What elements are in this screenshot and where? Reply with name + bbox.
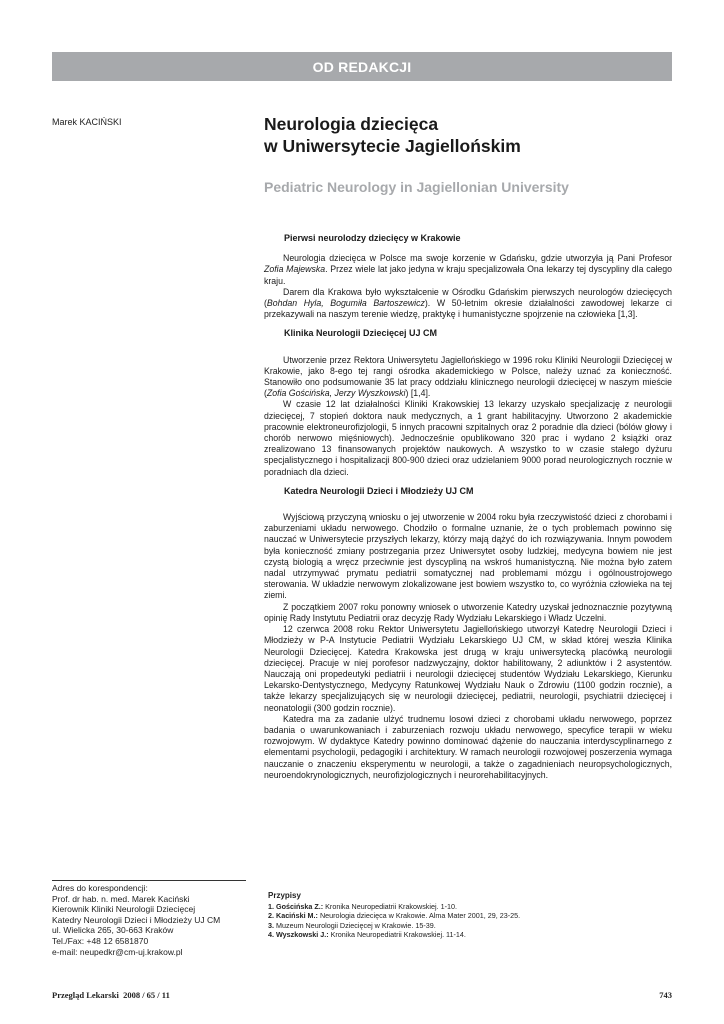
- article-subtitle: Pediatric Neurology in Jagiellonian University: [264, 179, 569, 195]
- author-name: Marek KACIŃSKI: [52, 117, 122, 127]
- references-heading: Przypisy: [268, 891, 301, 900]
- correspondence-line: Prof. dr hab. n. med. Marek Kaciński: [52, 893, 190, 904]
- page-number: 743: [659, 990, 672, 1000]
- title-line-2: w Uniwersytecie Jagiellońskim: [264, 136, 521, 156]
- paragraph: Utworzenie przez Rektora Uniwersytetu Jagiellońskiego w 1996 roku Kliniki Neurologii Dziecięcej w Krakowie, jako 8-ego tej rangi ośrodka akademickiego w Polsce, należy uznać za konieczność. Stanowiło ono podsumowanie 35 lat pracy oddziału klinicznego neurologii dziecięcej w naszym mieście (Zofia Gościńska, Jerzy Wyszkowski) [1,4].: [264, 354, 672, 399]
- correspondence-line: Kierownik Kliniki Neurologii Dziecięcej: [52, 904, 196, 915]
- reference-item: 2. Kaciński M.: Neurologia dziecięca w Krakowie. Alma Mater 2001, 29, 23-25.: [268, 911, 521, 920]
- paragraph: 12 czerwca 2008 roku Rektor Uniwersytetu Jagiellońskiego utworzył Katedrę Neurologii Dzieci i Młodzieży w P-A Instytucie Pediatrii Wydziału Lekarskiego UJ CM, w skład której weszła Klinika Neurologii Dziecięcej. Katedra Krakowska jest drugą w kraju uniwersytecką placówką neurologii dziecięcej. Pracuje w niej porofesor nadzwyczajny, doktor habilitowany, 2 adiunktów i 2 asystentów. Nauczają oni propedeutyki pediatrii i neurologii dziecięcej studentów Wydziału Lekarskiego, Kierunku Lekarsko-Dentystycznego, Medycyny Ratunkowej Wydziału Nauk o Zdrowiu (1100 godzin rocznie), a także lekarzy specjalizujących się w neurologii dziecięcej, pediatrii, neurologii, psychiatrii dziecięcej i neonatologii (300 godzin rocznie).: [264, 624, 672, 713]
- title-line-1: Neurologia dziecięca: [264, 114, 439, 134]
- journal-footer: Przegląd Lekarski 2008 / 65 / 11: [52, 990, 170, 1000]
- paragraph: Neurologia dziecięca w Polsce ma swoje korzenie w Gdańsku, gdzie utworzyła ją Pani Profesor Zofia Majewska. Przez wiele lat jako jedyna w kraju specjalizowała Ona lekarzy tej dyscypliny dla całego kraju.: [264, 253, 672, 286]
- paragraph: Darem dla Krakowa było wykształcenie w Ośrodku Gdańskim pierwszych neurologów dziecięcych (Bohdan Hyla, Bogumiła Bartoszewicz). W 50-letnim okresie działalności zawodowej lekarze ci przekazywali na naszym terenie wiedzę, praktykę i humanistyczne spojrzenie na człowieka [1,3].: [264, 286, 672, 320]
- correspondence-line: Tel./Fax: +48 12 6581870: [52, 935, 149, 946]
- references: [268, 891, 672, 940]
- section-heading: Katedra Neurologii Dzieci i Młodzieży UJ CM: [284, 485, 474, 496]
- paragraph: Katedra ma za zadanie ulżyć trudnemu losowi dzieci z chorobami układu nerwowego, poprzez badania o uwarunkowaniach i zaburzeniach rozwoju układu nerwowego, specyfice terapii w wieku rozwojowym. W dydaktyce Katedry powinno dominować dążenie do nauczania interdyscyplinarnego z elementami psychologii, pedagogiki i architektury. W ramach neurologii rozwojowej poszerzenia wymaga nauczanie o znaczeniu eksperymentu w neurologii, a także o zagadnieniach neuropsychologicznych, neuroendokrynologicznych, neurofizjologicznych i neurorehabilitacyjnych.: [264, 713, 672, 780]
- paragraph: Wyjściową przyczyną wniosku o jej utworzenie w 2004 roku była rzeczywistość dzieci z chorobami i zaburzeniami układu nerwowego. Chodziło o formalne uznanie, że o tych problemach powinno się nauczać w Uniwersytecie przyszłych lekarzy, którzy mają dążyć do ich rozwiązywania. Innym powodem była konieczność zmiany postrzegania przez Uniwersytet osoby ludzkiej, medycyna bowiem nie jest czystą biologią a wręcz przeciwnie jest dyscypliną na wskroś humanistyczną. Nie można było zatem nadal utrzymywać prymatu pediatrii somatycznej nad problemami mózgu i ogólnoustrojowego sterowania. W układzie nerwowym zlokalizowane jest bowiem wszystko to, co wyróżnia człowieka na tej ziemi.: [264, 512, 672, 601]
- section-banner: OD REDAKCJI: [52, 52, 672, 81]
- paragraph: W czasie 12 lat działalności Kliniki Krakowskiej 13 lekarzy uzyskało specjalizację z neurologii dziecięcej, 7 stopień doktora nauk medycznych, a 1 grant habilitacyjny. Utworzono 2 akademickie pracownie elektroneurofizjologii, 5 innych pracowni szpitalnych oraz 2 poradnie dla dzieci (bólów głowy i chorób nerwowo mięśniowych). Jednocześnie opublikowano 320 prac i wydano 2 książki oraz zrealizowano 13 finansowanych projektów naukowych. A wszystko to w czasie stałego dyżuru specjalistycznego i hospitalizacji 800-900 dzieci oraz udzielaniem 9000 porad neurologicznych rocznie w poradniach dla dzieci.: [264, 399, 672, 477]
- reference-item: 4. Wyszkowski J.: Kronika Neuropediatrii Krakowskiej. 11-14.: [268, 930, 466, 939]
- correspondence-line: Adres do korespondencji:: [52, 883, 148, 893]
- reference-item: 3. Muzeum Neurologii Dziecięcej w Krakowie. 15-39.: [268, 920, 436, 930]
- correspondence-line: Katedry Neurologii Dzieci i Młodzieży UJ CM: [52, 914, 221, 925]
- article-body: [264, 233, 672, 781]
- article-title: [264, 113, 674, 157]
- paragraph: Z początkiem 2007 roku ponowny wniosek o utworzenie Katedry uzyskał jednoznacznie pozytywną opinię Rady Instytutu Pediatrii oraz decyzję Rady Wydziału Lekarskiego i Władz Uczelni.: [264, 601, 672, 623]
- reference-item: 1. Gościńska Z.: Kronika Neuropediatrii Krakowskiej. 1-10.: [268, 901, 457, 911]
- correspondence-line: ul. Wielicka 265, 30-663 Kraków: [52, 925, 174, 936]
- correspondence-address: [52, 880, 246, 957]
- section-heading: Klinika Neurologii Dziecięcej UJ CM: [284, 328, 438, 339]
- correspondence-email[interactable]: e-mail: neupedkr@cm-uj.krakow.pl: [52, 946, 183, 957]
- section-heading: Pierwsi neurolodzy dziecięcy w Krakowie: [284, 233, 461, 243]
